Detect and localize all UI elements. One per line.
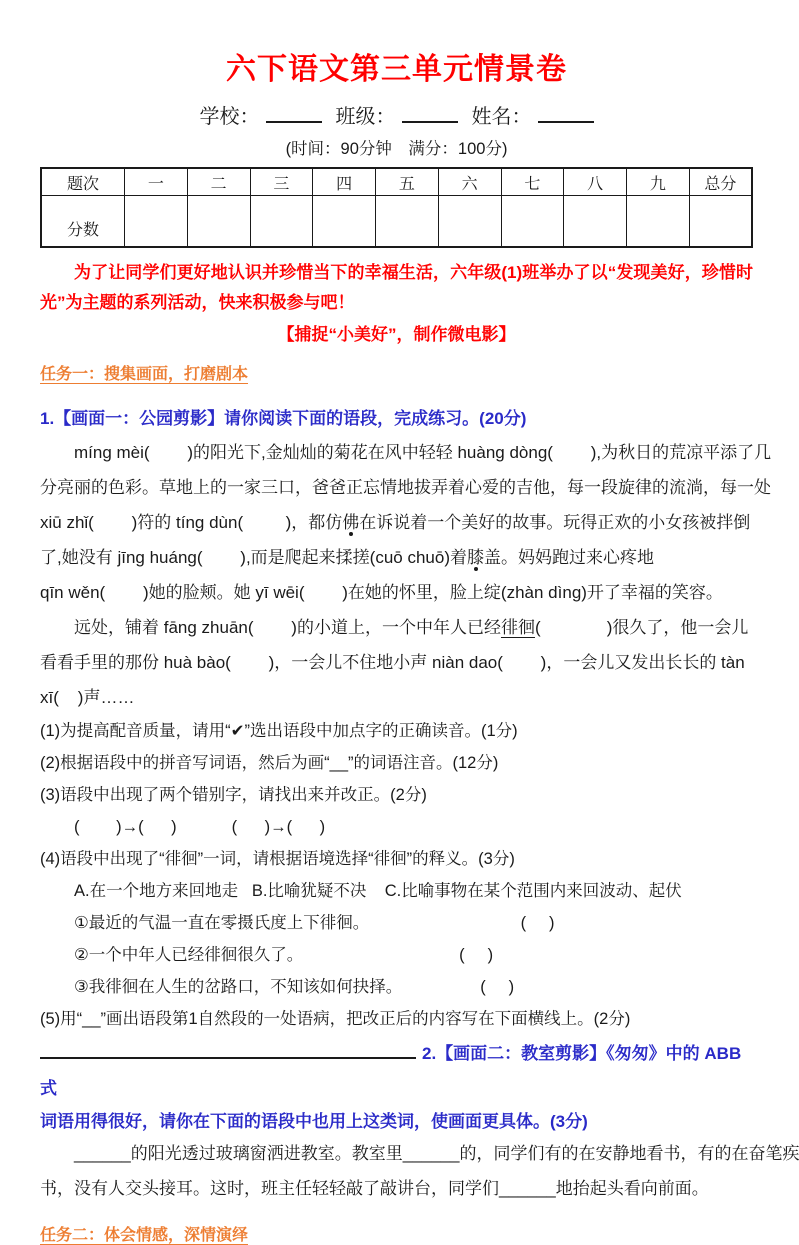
score-cell-empty — [313, 196, 376, 248]
task1-heading-wrap — [40, 345, 753, 384]
sub-question-4-options: A.在一个地方来回地走 B.比喻犹疑不决 C.比喻事物在某个范围内来回波动、起伏 — [74, 882, 682, 900]
passage-text: ( )很久了，他一会儿 — [534, 618, 749, 637]
page-title: 六下语文第三单元情景卷 — [226, 53, 567, 86]
score-table-header-cell: 五 — [376, 168, 439, 196]
task2-heading: 任务二：体会情感，深情演绎 — [40, 1227, 249, 1244]
score-cell-empty — [564, 196, 627, 248]
reading-passage-2 — [40, 1136, 799, 1206]
score-table-header-row — [41, 168, 752, 196]
score-table-header-cell: 七 — [501, 168, 564, 196]
score-table-header-cell: 四 — [313, 168, 376, 196]
answer-line-with-q2 — [40, 1037, 753, 1107]
score-cell-empty — [627, 196, 690, 248]
sub-question-4: (4)语段中出现了“徘徊”一词，请根据语境选择“徘徊”的释义。(3分) — [40, 850, 515, 868]
score-table-header-cell: 八 — [564, 168, 627, 196]
score-table-header-cell: 二 — [187, 168, 250, 196]
score-table-header-cell: 九 — [627, 168, 690, 196]
sub-question-4-item-3: ③我徘徊在人生的岔路口，不知该如何抉择。 ( ) — [74, 978, 515, 996]
sub-question-5: (5)用“__”画出语段第1自然段的一处语病，把改正后的内容写在下面横线上。(2分) — [40, 1010, 631, 1028]
passage-line — [40, 540, 753, 575]
answer-blank-line — [40, 1039, 416, 1059]
score-cell-empty — [250, 196, 313, 248]
underlined-word: 徘徊 — [500, 618, 535, 637]
sub-question-3-blanks: ( )→( ) ( )→( ) — [74, 818, 326, 836]
sub-question-1: (1)为提高配音质量，请用“✔”选出语段中加点字的正确读音。(1分) — [40, 722, 518, 740]
score-table-header-cell: 六 — [438, 168, 501, 196]
task2-heading-wrap — [40, 1206, 753, 1245]
score-table-header-cell: 三 — [250, 168, 313, 196]
score-cell-empty — [501, 196, 564, 248]
score-cell-empty — [438, 196, 501, 248]
passage-line: ______的阳光透过玻璃窗洒进教室。教室里______的，同学们有的在安静地看书，有的在奋笔疾 — [74, 1144, 799, 1163]
intro-subtitle: 【捕捉“小美好”，制作微电影】 — [277, 325, 516, 344]
passage-line: 看看手里的那份 huà bào( )，一会儿不住地小声 niàn dao( )，一会儿又发出长长的 tàn — [40, 653, 745, 672]
question2-header-part2: 词语用得很好，请你在下面的语段中也用上这类词，使画面更具体。(3分) — [40, 1112, 588, 1131]
dotted-char: 膝 — [467, 548, 484, 567]
score-cell-empty — [187, 196, 250, 248]
reading-passage-1 — [40, 435, 772, 715]
class-blank — [402, 105, 458, 123]
passage-line: 分亮丽的色彩。草地上的一家三口，爸爸正忘情地拔弄着心爱的吉他，每一段旋律的流淌，每一处 — [40, 478, 771, 497]
passage-line — [40, 505, 753, 540]
score-table-header-cell: 一 — [125, 168, 188, 196]
passage-text: 盖。妈妈跑过来心疼地 — [484, 548, 654, 567]
school-blank — [266, 105, 322, 123]
time-score-line: (时间：90分钟 满分：100分) — [285, 140, 508, 158]
score-table-header-cell: 题次 — [41, 168, 125, 196]
score-table-header-cell: 总分 — [689, 168, 752, 196]
school-label: 学校： — [199, 106, 260, 128]
score-table — [40, 167, 753, 248]
sub-question-2: (2)根据语段中的拼音写词语，然后为画“__”的词语注音。(12分) — [40, 754, 499, 772]
passage-line: 书，没有人交头接耳。这时，班主任轻轻敲了敲讲台，同学们______地抬起头看向前面。 — [40, 1179, 709, 1198]
name-blank — [538, 105, 594, 123]
question2-header-part1: 2.【画面二：教室剪影】《匆匆》中的 ABB 式 — [40, 1044, 746, 1098]
passage-line: míng mèi( )的阳光下,金灿灿的菊花在风中轻轻 huàng dòng( ),为秋日的荒凉平添了几 — [74, 443, 772, 462]
passage-text: 了,她没有 jīng huáng( ),而是爬起来揉搓(cuō chuō)着 — [40, 548, 467, 567]
student-info-line — [40, 100, 753, 129]
passage-line: xī( )声…… — [40, 688, 135, 707]
class-label: 班级： — [335, 106, 396, 128]
passage-text: 在诉说着一个美好的故事。玩得正欢的小女孩被拌倒 — [359, 513, 751, 532]
passage-text: xiū zhǐ( )符的 tíng dùn( )，都仿 — [40, 513, 343, 532]
score-table-score-row — [41, 196, 752, 248]
passage-line — [40, 610, 753, 645]
name-label: 姓名： — [471, 106, 532, 128]
intro-paragraph: 为了让同学们更好地认识并珍惜当下的幸福生活，六年级(1)班举办了以“发现美好，珍惜时光”为主题的系列活动，快来积极参与吧！ — [40, 263, 753, 312]
sub-question-4-item-1: ①最近的气温一直在零摄氏度上下徘徊。 ( ) — [74, 914, 555, 932]
task1-heading: 任务一：搜集画面，打磨剧本 — [40, 366, 249, 383]
score-row-label: 分数 — [41, 196, 125, 248]
sub-question-4-item-2: ②一个中年人已经徘徊很久了。 ( ) — [74, 946, 494, 964]
sub-question-3: (3)语段中出现了两个错别字，请找出来并改正。(2分) — [40, 786, 427, 804]
score-cell-empty — [376, 196, 439, 248]
dotted-char: 佛 — [342, 513, 360, 532]
passage-line: qīn wěn( )她的脸颊。她 yī wēi( )在她的怀里，脸上绽(zhàn dìng)开了幸福的笑容。 — [40, 583, 723, 602]
passage-text: 远处，铺着 fāng zhuān( )的小道上，一个中年人已经 — [74, 618, 501, 637]
score-cell-empty — [125, 196, 188, 248]
question1-header: 1.【画面一：公园剪影】请你阅读下面的语段，完成练习。(20分) — [40, 409, 527, 428]
score-cell-empty — [689, 196, 752, 248]
